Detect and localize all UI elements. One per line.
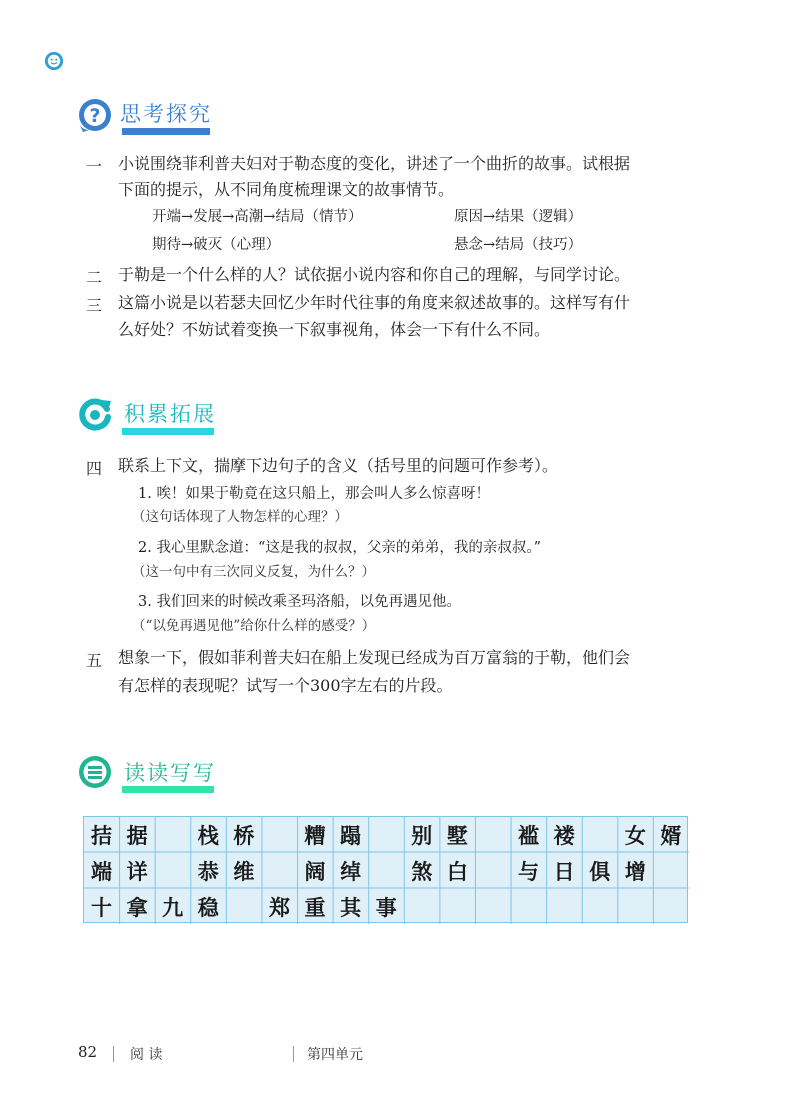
vocab-cell: 端 [91,858,112,884]
sentence-hint: （“以免再遇见他”给你什么样的感受？） [132,618,376,634]
vocab-cell: 墅 [446,822,468,848]
vocab-cell [227,890,261,924]
question-number: 三 [86,296,103,315]
vocab-cell: 褴 [518,822,540,848]
vocab-cell [512,890,546,924]
vocab-cell: 阔 [304,858,326,884]
vocab-cell: 重 [304,894,326,920]
vocab-cell: 郑 [268,894,290,920]
section-title-readwrite: 读读写写 [124,761,216,785]
question-number: 四 [86,459,103,478]
vocab-cell: 褛 [553,822,575,848]
vocab-cell: 俱 [589,858,611,884]
question-text: 于勒是一个什么样的人？试依据小说内容和你自己的理解，与同学讨论。 [118,265,631,284]
footer-category: 阅 读 [130,1047,163,1063]
plot-hint: 悬念→结局（技巧） [454,237,583,253]
vocab-cell: 事 [375,894,397,920]
vocab-cell: 日 [553,858,575,884]
vocab-cell [156,818,190,852]
question-text: 想象一下，假如菲利普夫妇在船上发现已经成为百万富翁的于勒，他们会 [118,648,631,667]
vocab-cell: 白 [446,858,468,884]
list-icon [78,755,112,789]
vocab-cell: 恭 [197,858,219,884]
question-text: 下面的提示，从不同角度梳理课文的故事情节。 [118,180,455,199]
plot-hint: 期待→破灭（心理） [152,237,281,253]
footer-divider [113,1046,114,1062]
vocab-cell [547,890,581,924]
vocab-cell [476,854,510,888]
vocab-cell [369,854,403,888]
vocab-cell: 栈 [197,822,219,848]
vocab-cell [476,818,510,852]
vocab-cell: 女 [624,822,646,848]
question-number: 一 [86,157,103,176]
vocab-cell: 别 [411,822,433,848]
vocab-cell: 糟 [304,822,326,848]
question-text: 么好处？不妨试着变换一下叙事视角，体会一下有什么不同。 [118,320,551,339]
vocab-cell [583,818,617,852]
vocab-cell: 详 [126,858,148,884]
section-underline [122,428,214,435]
question-text: 联系上下文，揣摩下边句子的含义（括号里的问题可作参考）。 [118,456,559,475]
plot-hint: 开端→发展→高潮→结局（情节） [152,209,363,225]
vocab-cell: 桥 [233,822,255,848]
footer-unit: 第四单元 [307,1047,363,1063]
vocab-cell: 增 [624,858,646,884]
vocab-cell: 拮 [91,822,112,848]
question-text: 这篇小说是以若瑟夫回忆少年时代往事的角度来叙述故事的。这样写有什 [118,293,631,312]
sentence-hint: （这一句中有三次同义反复，为什么？） [132,564,375,580]
question-number: 二 [86,268,103,287]
vocab-cell: 婿 [660,822,682,848]
vocab-cell [618,890,652,924]
question-text: 小说围绕菲利普夫妇对于勒态度的变化，讲述了一个曲折的故事。试根据 [118,154,631,173]
vocabulary-grid [83,816,688,923]
vocab-cell: 与 [518,858,540,884]
footer-divider [293,1046,294,1062]
vocab-cell: 拿 [126,894,148,920]
question-number: 五 [86,651,103,670]
section-title-accumulate: 积累拓展 [124,402,216,426]
question-icon [78,98,112,132]
vocab-cell [262,854,296,888]
vocab-cell: 其 [340,894,362,920]
vocab-cell: 煞 [411,858,433,884]
vocab-cell [583,890,617,924]
page-number: 82 [78,1043,98,1061]
smiley-icon [45,52,63,70]
vocab-cell: 维 [233,858,255,884]
vocab-cell: 十 [91,894,112,920]
section-title-think: 思考探究 [120,102,212,126]
section-underline [122,786,214,793]
vocab-cell: 九 [162,894,184,920]
vocab-cell: 据 [126,822,148,848]
vocab-cell [262,818,296,852]
sentence-item: 3. 我们回来的时候改乘圣玛洛船，以免再遇见他。 [138,594,461,610]
plot-hint: 原因→结果（逻辑） [454,209,583,225]
vocab-cell [654,890,688,924]
vocab-cell [369,818,403,852]
vocab-cell [476,890,510,924]
refresh-icon [78,397,112,431]
question-text: 有怎样的表现呢？试写一个300字左右的片段。 [118,676,453,695]
svg-text:?: ? [89,105,101,127]
section-underline [122,128,210,135]
vocab-cell: 绰 [340,858,362,884]
sentence-item: 2. 我心里默念道：“这是我的叔叔，父亲的弟弟，我的亲叔叔。” [138,540,542,556]
sentence-hint: （这句话体现了人物怎样的心理？） [132,509,348,525]
vocab-cell [405,890,439,924]
vocab-cell: 稳 [197,894,219,920]
vocab-cell [440,890,474,924]
vocab-cell: 蹋 [340,822,362,848]
vocab-cell [156,854,190,888]
vocab-cell [654,854,688,888]
sentence-item: 1. 唉！如果于勒竟在这只船上，那会叫人多么惊喜呀！ [138,486,490,502]
